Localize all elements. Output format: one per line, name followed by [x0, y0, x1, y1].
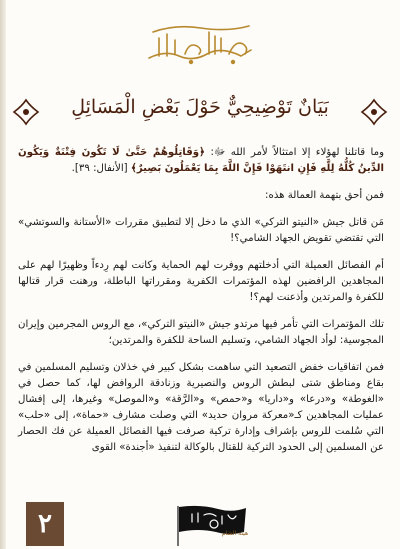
quran-quote: ﴿وَقَاتِلُوهُمْ حَتَّىٰ لَا تَكُونَ فِتْنَةٌ وَيَكُونَ الدِّينُ كُلُّهُ لِلَّهِ فَإِنِ انتَهَوْا فَإِنَّ اللَّهَ بِمَا يَعْمَلُونَ بَصِيرٌ﴾: [18, 147, 384, 174]
verse-intro-text: وما قاتلنا لهؤلاء إلا امتثالاً لأمر الله ﷻ:: [205, 147, 384, 158]
page-number: ٢: [38, 509, 52, 539]
paragraph: أم الفصائل العميلة التي أدخلتهم ووفرت لهم الحماية وكانت لهم رِدءاً وظهيرًا لهم على المجاهدين الرافضين لهذه المؤتمرات الكفرية ومقرراتها الباطلة، ورهنت قرار قتالها للكفرة والمرتدين وأذعنت لهم؟!: [18, 260, 384, 303]
paragraph-quran-verse: [18, 145, 384, 177]
footer-caption: هيئة الشام: [221, 530, 249, 537]
verse-reference: [الأنفال: ٣٩].: [71, 163, 131, 174]
paragraph: تلك المؤتمرات التي تأمر فيها مرتدو جيش «النيتو التركي»، مع الروس المجرمين وإيران المجوسية: لوأد الجهاد الشامي، وتسليم الساحة للكفرة والمرتدين؛: [18, 319, 384, 346]
bismillah-calligraphy: [145, 20, 255, 66]
paragraph: مَن قاتل جيش «النيتو التركي» الذي ما دخل إلا لتطبيق مقررات «الأستانة والسوتشي» التي تقتضي تقويض الجهاد الشامي؟!: [18, 217, 384, 244]
paragraph-question: فمن أحق بتهمة العمالة هذه:: [265, 190, 384, 201]
page-edge-shadow: [0, 0, 6, 549]
page-number-badge: [26, 502, 64, 546]
ornament-left-icon: [12, 98, 40, 126]
title-row: [12, 92, 388, 132]
document-body: [18, 145, 384, 467]
paragraph: فمن اتفاقيات خفض التصعيد التي ساهمت بشكل كبير في خذلان وتسليم المسلمين في بقاع ومناطق شتى لبطش الروس والنصيرية وزنادقة الروافض لها، كما حصل في «الغوطة» و«درعا» و«داريا» و«حمص» و«الرَّقة» و«الموصل» وغيرها، إلى إفشال عمليات المجاهدين كـ«معركة مروان حديد» التي وصلت مشارف «حماة»، إلى «حلب» التي سُلمت للروس بإشراف وإدارة تركية صرفت فيها الفصائل العميلة عن فك الحصار عن المسلمين إلى الحدود التركية للقتال بالوكالة لتنفيذ «أجندة» القوى: [18, 362, 384, 453]
document-title: بَيَانٌ تَوْضِيحِيٌّ حَوْلَ بَعْضِ الْمَسَائِلِ: [71, 96, 329, 118]
ornament-right-icon: [360, 98, 388, 126]
